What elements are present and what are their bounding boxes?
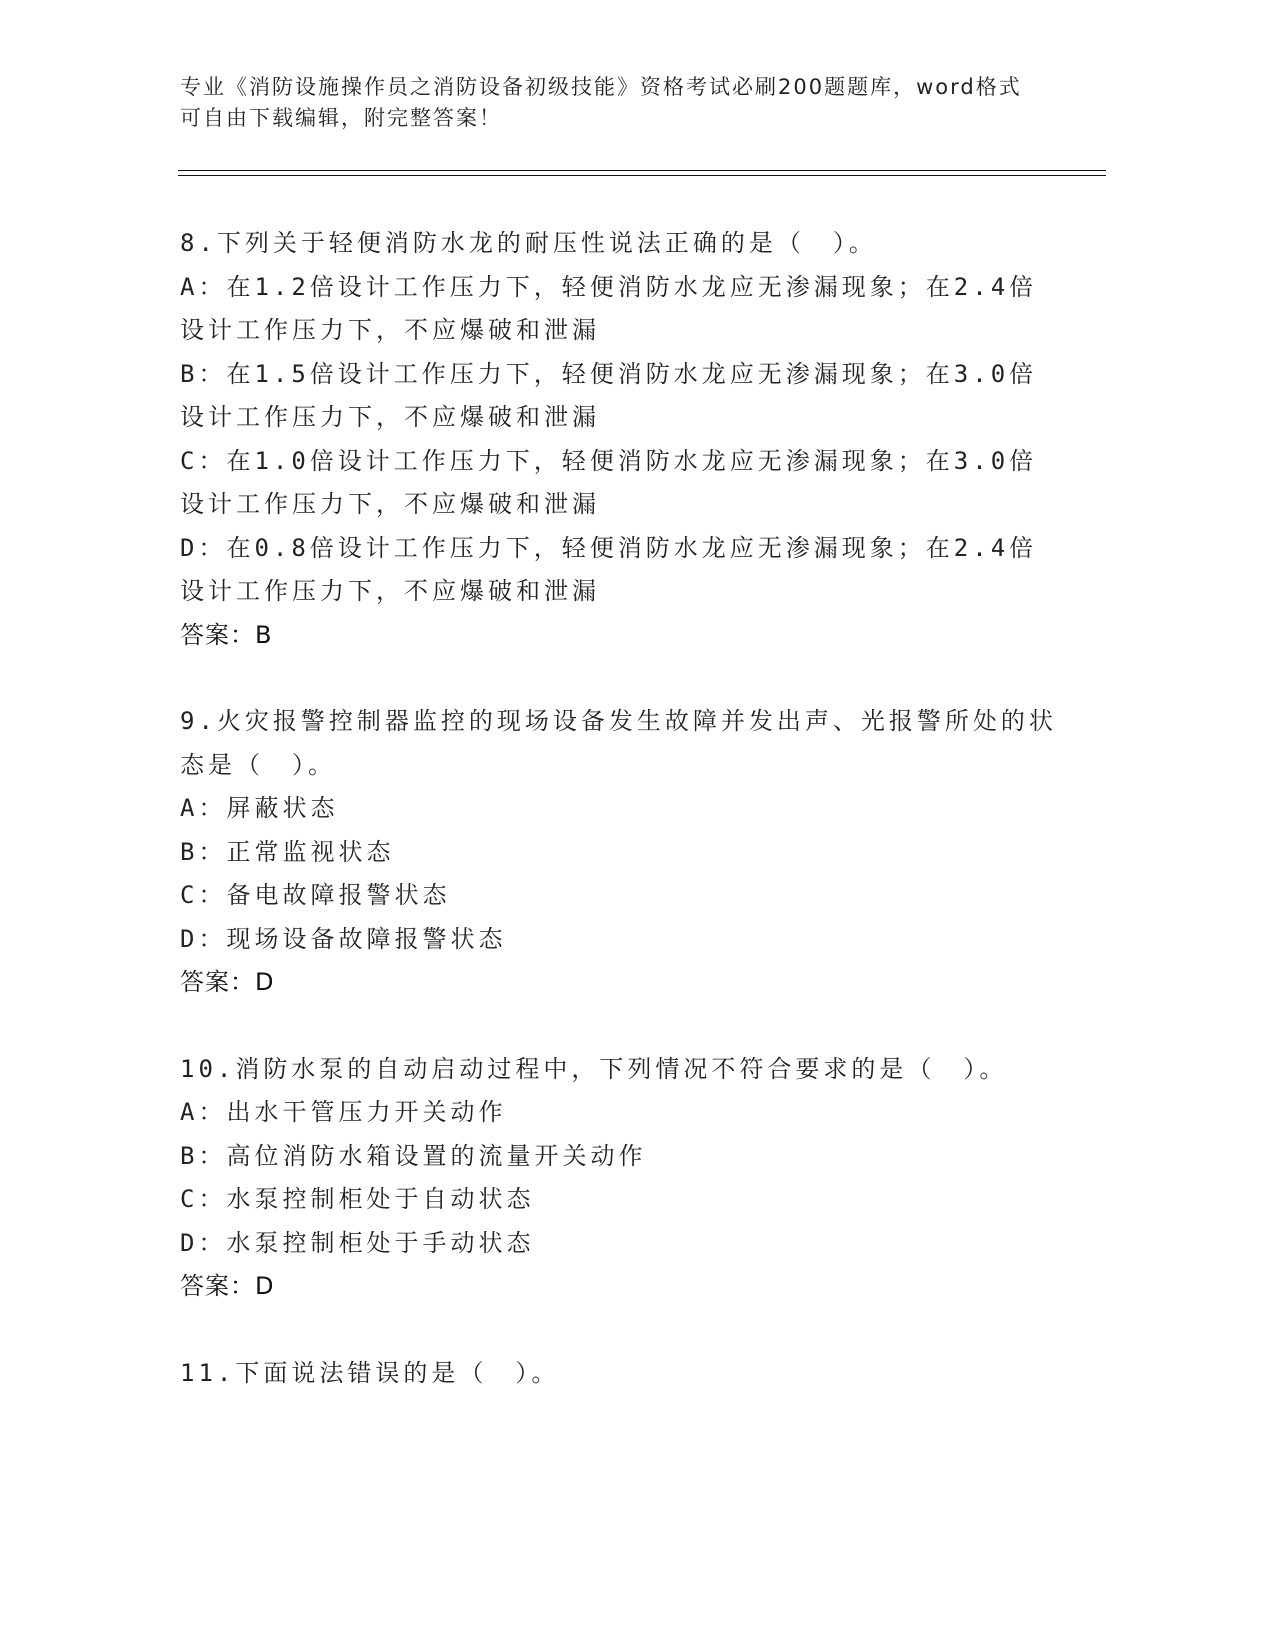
- option-a: A：屏蔽状态: [180, 794, 339, 822]
- document-title: 专业《消防设施操作员之消防设备初级技能》资格考试必刷200题题库，word格式可自由下载编辑，附完整答案！: [180, 75, 1022, 130]
- answer-value: B: [255, 620, 273, 649]
- answer-value: D: [255, 968, 275, 996]
- option-a: A：出水干管压力开关动作: [180, 1098, 507, 1126]
- question-9: [180, 700, 1060, 1005]
- answer-label: 答案：: [180, 1272, 255, 1300]
- document-header: [180, 72, 1040, 134]
- answer-line: [180, 961, 1060, 1005]
- question-stem: 8.下列关于轻便消防水龙的耐压性说法正确的是（ ）。: [180, 229, 877, 257]
- header-divider-top: [178, 170, 1106, 171]
- option-d: D：在0.8倍设计工作压力下，轻便消防水龙应无渗漏现象；在2.4倍设计工作压力下，不应爆破和泄漏: [180, 533, 1038, 605]
- option-d: D：水泵控制柜处于手动状态: [180, 1228, 535, 1257]
- header-divider-bottom: [178, 175, 1106, 176]
- option-c: C：备电故障报警状态: [180, 881, 451, 909]
- option-c: C：水泵控制柜处于自动状态: [180, 1185, 535, 1213]
- question-stem: 10.消防水泵的自动启动过程中，下列情况不符合要求的是（ ）。: [180, 1054, 1008, 1083]
- answer-line: [180, 614, 1060, 658]
- option-c: C：在1.0倍设计工作压力下，轻便消防水龙应无渗漏现象；在3.0倍设计工作压力下，不应爆破和泄漏: [180, 446, 1038, 518]
- answer-label: 答案：: [180, 620, 255, 649]
- question-10: [180, 1048, 1060, 1309]
- answer-line: [180, 1265, 1060, 1309]
- option-a: A：在1.2倍设计工作压力下，轻便消防水龙应无渗漏现象；在2.4倍设计工作压力下，不应爆破和泄漏: [180, 272, 1038, 344]
- question-stem: 9.火灾报警控制器监控的现场设备发生故障并发出声、光报警所处的状态是（ ）。: [180, 707, 1057, 779]
- option-b: B：高位消防水箱设置的流量开关动作: [180, 1141, 647, 1170]
- option-b: B：在1.5倍设计工作压力下，轻便消防水龙应无渗漏现象；在3.0倍设计工作压力下，不应爆破和泄漏: [180, 359, 1038, 431]
- option-d: D：现场设备故障报警状态: [180, 924, 507, 953]
- answer-value: D: [255, 1272, 275, 1300]
- option-b: B：正常监视状态: [180, 837, 395, 866]
- question-11: [180, 1352, 1060, 1396]
- question-list: [180, 222, 1060, 1438]
- question-stem: 11.下面说法错误的是（ ）。: [180, 1358, 560, 1387]
- question-8: [180, 222, 1060, 657]
- answer-label: 答案：: [180, 968, 255, 996]
